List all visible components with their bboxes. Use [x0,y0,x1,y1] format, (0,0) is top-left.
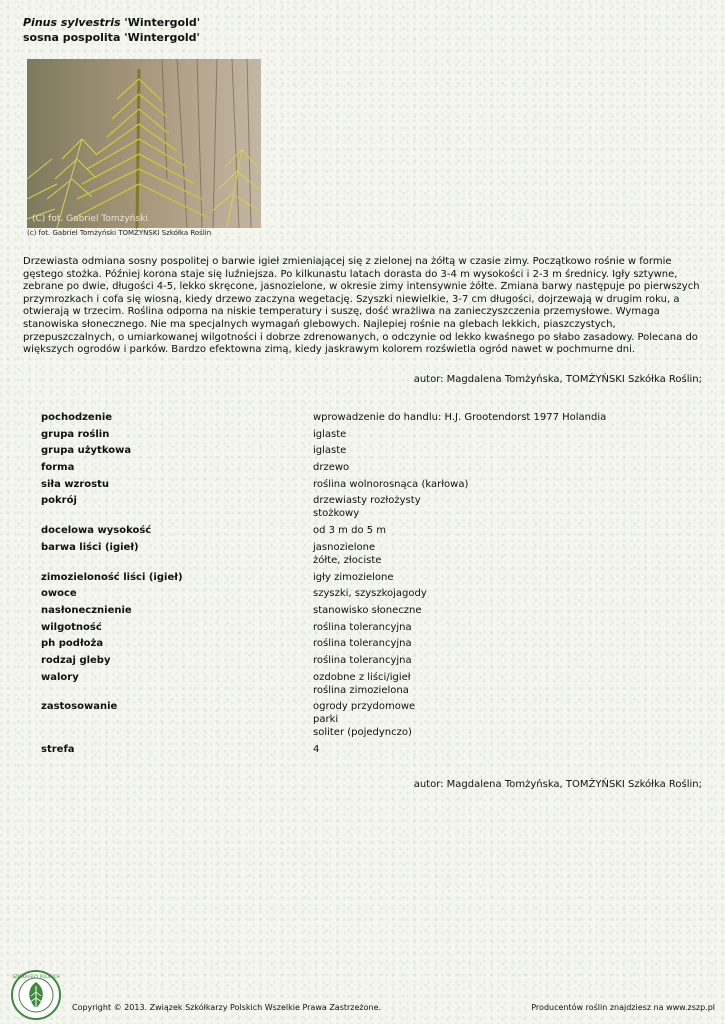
attribute-key: pochodzenie [41,412,113,423]
attribute-value: iglaste [313,445,347,457]
attribute-key: siła wzrostu [41,478,110,490]
attribute-key: rodzaj gleby [41,654,111,666]
attribute-value: ozdobne z liści/igieł roślina zimozielona [313,671,411,696]
attribute-value: szyszki, szyszkojagody [313,588,427,600]
attribute-key: owoce [41,588,77,600]
attribute-key: barwa liści (igieł) [41,541,139,553]
attribute-row [41,428,681,441]
attributes-table [41,411,681,760]
polish-name: sosna pospolita 'Wintergold' [23,31,200,44]
association-logo[interactable] [11,970,61,1020]
attribute-row [41,571,681,584]
attribute-key: grupa użytkowa [41,445,132,457]
footer-copyright: Copyright © 2013. Związek Szkółkarzy Polskich Wszelkie Prawa Zastrzeżone. [72,1003,382,1012]
attribute-key: zastosowanie [41,701,118,713]
photo-watermark: (C) fot. Gabriel Tomżyński [32,214,148,224]
attribute-value: roślina tolerancyjna [313,654,412,666]
attribute-row [41,524,681,537]
attribute-row [41,478,681,491]
attribute-row [41,743,681,756]
attribute-value: drzewo [313,462,350,474]
plant-title [23,15,200,45]
attribute-value: roślina wolnorosnąca (karłowa) [313,478,469,490]
attribute-value: roślina tolerancyjna [313,621,412,633]
attribute-row [41,444,681,457]
latin-name: Pinus sylvestris [23,16,121,29]
footer-website-link[interactable]: Producentów roślin znajdziesz na www.zszp.pl [531,1003,715,1012]
photo-caption: (c) fot. Gabriel Tomżyński TOMŻYŃSKI Szkółka Roślin [27,229,212,237]
attribute-value: roślina tolerancyjna [313,638,412,650]
attribute-row [41,587,681,600]
attribute-row [41,604,681,617]
attribute-key: grupa roślin [41,428,110,440]
attribute-value: 4 [313,744,320,755]
attribute-row [41,461,681,474]
author-line-top: autor: Magdalena Tomżyńska, TOMŻYŃSKI Szkółka Roślin; [413,374,702,385]
attribute-key: pokrój [41,495,77,507]
attribute-value: igły zimozielone [313,571,394,583]
attribute-row [41,654,681,667]
attribute-key: ph podłoża [41,638,104,650]
attribute-row [41,637,681,650]
attribute-key: forma [41,462,75,474]
plant-description: Drzewiasta odmiana sosny pospolitej o barwie igieł zmieniającej się z zielonej na żółtą w czasie zimy. Początkowo rośnie w formie gęstego stożka. Później korona staje się luźniejsza. Po kilkunastu latach dorasta do 3-4 m wysokości i 2-3 m średnicy. Igły sztywne, zebrane po dwie, długości 4-5, lekko skręcone, jasnozielone, w okresie zimy intensywnie żółte. Zmiana barwy następuje po pierwszych przymrozkach i cofa się wiosną, kiedy drzewo zaczyna wegetację. Szyszki niewielkie, 3-7 cm długości, dojrzewają w drugim roku, a otwierają w trzecim. Roślina odporna na niskie temperatury i suszę, dość wrażliwa na zanieczyszczenia przemysłowe. Wymaga stanowiska słonecznego. Nie ma specjalnych wymagań glebowych. Najlepiej rośnie na glebach lekkich, piaszczystych, przepuszczalnych, o umiarkowanej wilgotności i dobrze zdrenowanych, o odczynie od lekko kwaśnego po słabo zasadowy. Polecana do większych ogrodów i parków. Bardzo efektowna zimą, kiedy jaskrawym kolorem rozświetla ogród nawet w pochmurne dni. [23,256,700,356]
attribute-row [41,494,681,520]
logo-text: SZKÓŁKARZY POLSKICH [12,974,60,979]
attribute-value: iglaste [313,428,347,440]
attribute-row [41,411,681,424]
attribute-value: drzewiasty rozłożysty stożkowy [313,495,421,520]
author-line-bottom: autor: Magdalena Tomżyńska, TOMŻYŃSKI Szkółka Roślin; [413,779,702,790]
attribute-key: wilgotność [41,621,102,633]
attribute-key: zimozieloność liści (igieł) [41,571,183,583]
attribute-key: strefa [41,744,75,755]
attribute-key: nasłonecznienie [41,604,132,616]
attribute-value: od 3 m do 5 m [313,525,387,537]
attribute-value: ogrody przydomowe parki soliter (pojedynczo) [313,701,416,739]
attribute-value: jasnozielone żółte, złociste [313,541,382,566]
attribute-row [41,541,681,567]
cultivar-name: 'Wintergold' [124,16,201,29]
attribute-key: walory [41,671,79,683]
attribute-row [41,621,681,634]
attribute-value: wprowadzenie do handlu: H.J. Grootendorst 1977 Holandia [313,412,607,423]
attribute-row [41,700,681,739]
attribute-value: stanowisko słoneczne [313,604,422,616]
plant-photo [27,59,261,228]
attribute-row [41,671,681,697]
attribute-key: docelowa wysokość [41,525,152,537]
